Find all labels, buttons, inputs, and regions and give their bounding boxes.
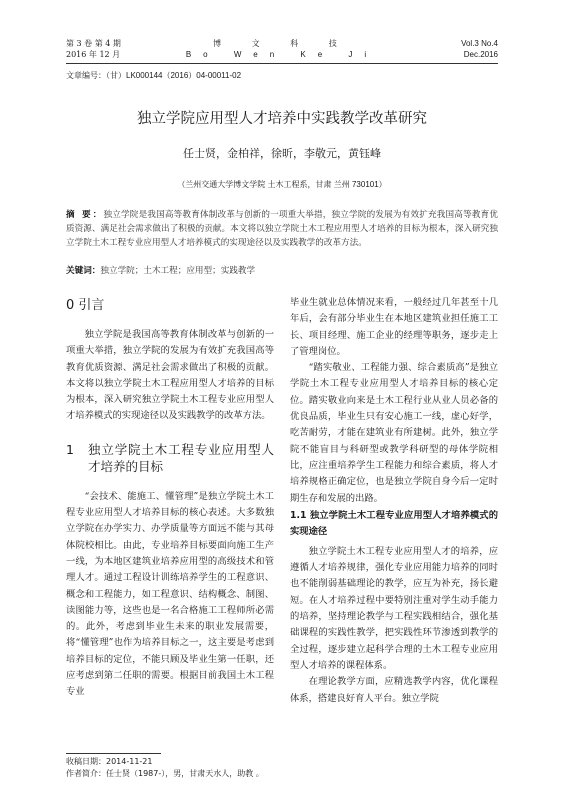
- publication-date: 2016 年 12 月: [66, 50, 121, 59]
- section-heading-introduction: 0 引言: [66, 298, 105, 313]
- running-header-right: [461, 38, 498, 60]
- header-rule: [66, 63, 498, 64]
- body-paragraph: “踏实敬业、工程能力强、综合素质高”是独立学院土木工程专业应用型人才培养目标的核心定位。踏实敬业向来是土木工程行业从业人员必备的优良品质，毕业生只有安心施工一线，虚心好学，吃苦耐劳，才能在建筑业有所建树。此外，独立学院不能盲目与科研型或教学科研型的母体学院相比，应注重培养学生工程能力和综合素质，将人才培养规格正确定位，也是独立学院自身今后一定时期生存和发展的出路。: [290, 362, 498, 504]
- body-paragraph: 独立学院土木工程专业应用型人才的培养，应遵循人才培养规律，强化专业应用能力培养的同时也不能削弱基础理论的教学，应互为补充，扬长避短。在人才培养过程中要特别注重对学生动手能力的培养，坚持理论教学与工程实践相结合，强化基础课程的实践性教学，把实践性环节渗透到教学的全过程，逐步建立起科学合理的土木工程专业应用型人才培养的课程体系。: [290, 545, 498, 671]
- abstract: [66, 208, 498, 250]
- abstract-text: 独立学院是我国高等教育体制改革与创新的一项重大举措，独立学院的发展为有效扩充我国高等教育优质资源、满足社会需求做出了积极的贡献。本文将以独立学院土木工程应用型人才培养的目标为根本，深入研究独立学院土木工程专业应用型人才培养模式的实现途径以及实践教学的改革方法。: [66, 210, 498, 248]
- article-number: 文章编号：（甘）LK000144（2016）04-00011-02: [66, 71, 242, 80]
- body-paragraph: 独立学院是我国高等教育体制改革与创新的一项重大举措，独立学院的发展为有效扩充我国高等教育优质资源、满足社会需求做出了积极的贡献。本文将以独立学院土木工程应用型人才培养的目标为根本，深入研究独立学院土木工程专业应用型人才培养模式的实现途径以及实践教学的改革方法。: [66, 329, 274, 422]
- section-number: 1: [66, 441, 74, 457]
- author-bio: 作者简介：任士贤（1987-），男，甘肃天水人，助教 。: [66, 769, 264, 778]
- right-column: [290, 295, 498, 707]
- keywords-label: 关键词：: [66, 266, 101, 276]
- author-list: 任士贤，金柏祥，徐昕，李敬元，黄钰峰: [183, 147, 381, 160]
- body-paragraph: 在理论教学方面，应精选教学内容，优化课程体系，搭建良好育人平台。独立学院: [290, 676, 498, 704]
- body-paragraph-continued: 毕业生就业总体情况来看，一般经过几年甚至十几年后，会有部分毕业生在本地区建筑业担任施工工长、项目经理、施工企业的经理等职务，逐步走上了管理岗位。: [290, 297, 498, 357]
- keywords-text: 独立学院；土木工程；应用型；实践教学: [100, 266, 256, 276]
- volume-issue: 第 3 卷 第 4 期: [66, 39, 121, 48]
- section-heading-1: [66, 441, 274, 475]
- paper-title: 独立学院应用型人才培养中实践教学改革研究: [137, 111, 427, 127]
- subsection-heading-1-1: 1.1 独立学院土木工程专业应用型人才培养模式的实现途径: [290, 509, 498, 537]
- body-paragraph: “会技术、能施工、懂管理”是独立学院土木工程专业应用型人才培养目标的核心表述。大多数独立学院在办学实力、办学质量等方面远不能与其母体院校相比。由此，专业培养目标要面向施工生产一线，为本地区建筑业培养应用型的高级技术和管理人才。通过工程设计训练培养学生的工程意识、概念和工程能力，如工程意识、结构概念、制图、读图能力等，这些也是一名合格施工工程师所必需的。此外，考虑到毕业生未来的职业发展需要，将“懂管理”也作为培养目标之一，这主要是考虑到培养目标的定位，不能只顾及毕业生第一任职，还应考虑到第二任职的需要。根据目前我国土木工程专业: [66, 490, 274, 698]
- publication-date-en: Dec.2016: [463, 50, 498, 59]
- journal-name-pinyin: Bo Wen Ke Ji: [185, 50, 379, 59]
- left-column: [66, 297, 274, 701]
- footnote-rule: [66, 753, 161, 754]
- keywords: [66, 264, 498, 276]
- journal-name: 博 文 科 技: [213, 39, 351, 48]
- affiliation: （兰州交通大学博文学院 土木工程系，甘肃 兰州 730101）: [177, 180, 387, 189]
- received-date: 收稿日期：2014-11-21: [66, 757, 153, 766]
- section-title: 独立学院土木工程专业应用型人才培养的目标: [88, 441, 274, 474]
- abstract-label: 摘 要：: [66, 210, 104, 220]
- footnote: [66, 756, 264, 780]
- volume-issue-en: Vol.3 No.4: [461, 39, 498, 48]
